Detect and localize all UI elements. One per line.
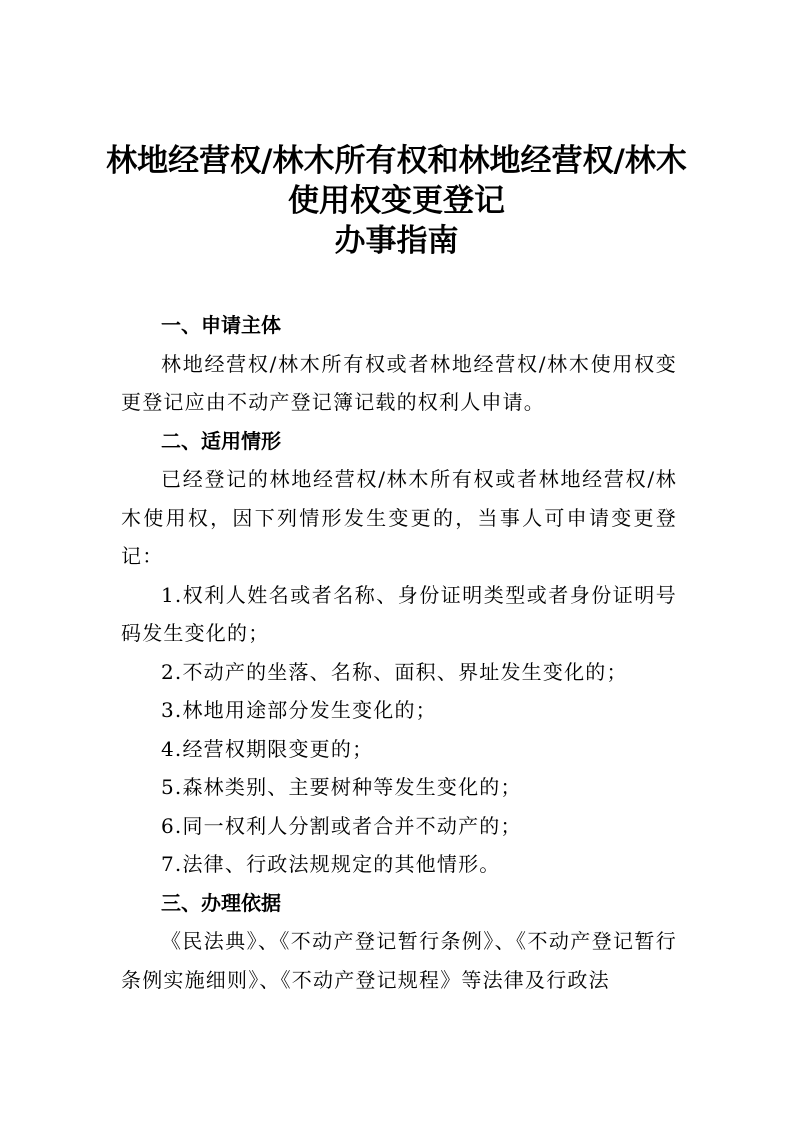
situations-intro-paragraph: 已经登记的林地经营权/林木所有权或者林地经营权/林木使用权，因下列情形发生变更的，当事人可申请变更登记： <box>121 467 677 568</box>
applicant-paragraph: 林地经营权/林木所有权或者林地经营权/林木使用权变更登记应由不动产登记簿记载的权利人申请。 <box>121 351 677 414</box>
situation-item-2: 2.不动产的坐落、名称、面积、界址发生变化的； <box>161 659 628 684</box>
situation-item-6: 6.同一权利人分割或者合并不动产的； <box>161 813 522 838</box>
situation-item-1: 1.权利人姓名或者名称、身份证明类型或者身份证明号码发生变化的； <box>121 582 677 645</box>
basis-paragraph: 《民法典》、《不动产登记暂行条例》、《不动产登记暂行条例实施细则》、《不动产登记规程》等法律及行政法 <box>121 929 677 992</box>
section-heading-basis: 三、办理依据 <box>161 890 281 915</box>
situation-item-4: 4.经营权期限变更的； <box>161 736 374 761</box>
situation-item-3: 3.林地用途部分发生变化的； <box>161 698 437 722</box>
section-heading-applicant: 一、申请主体 <box>161 313 281 337</box>
title-line-3: 办事指南 <box>334 223 459 259</box>
document-body <box>121 306 677 999</box>
document-title <box>0 141 793 261</box>
situation-item-5: 5.森林类别、主要树种等发生变化的； <box>161 775 522 799</box>
title-line-1: 林地经营权/林木所有权和林地经营权/林木 <box>106 143 687 179</box>
section-heading-situations: 二、适用情形 <box>161 428 281 453</box>
situation-item-7: 7.法律、行政法规规定的其他情形。 <box>161 852 501 876</box>
title-line-2: 使用权变更登记 <box>288 183 505 219</box>
